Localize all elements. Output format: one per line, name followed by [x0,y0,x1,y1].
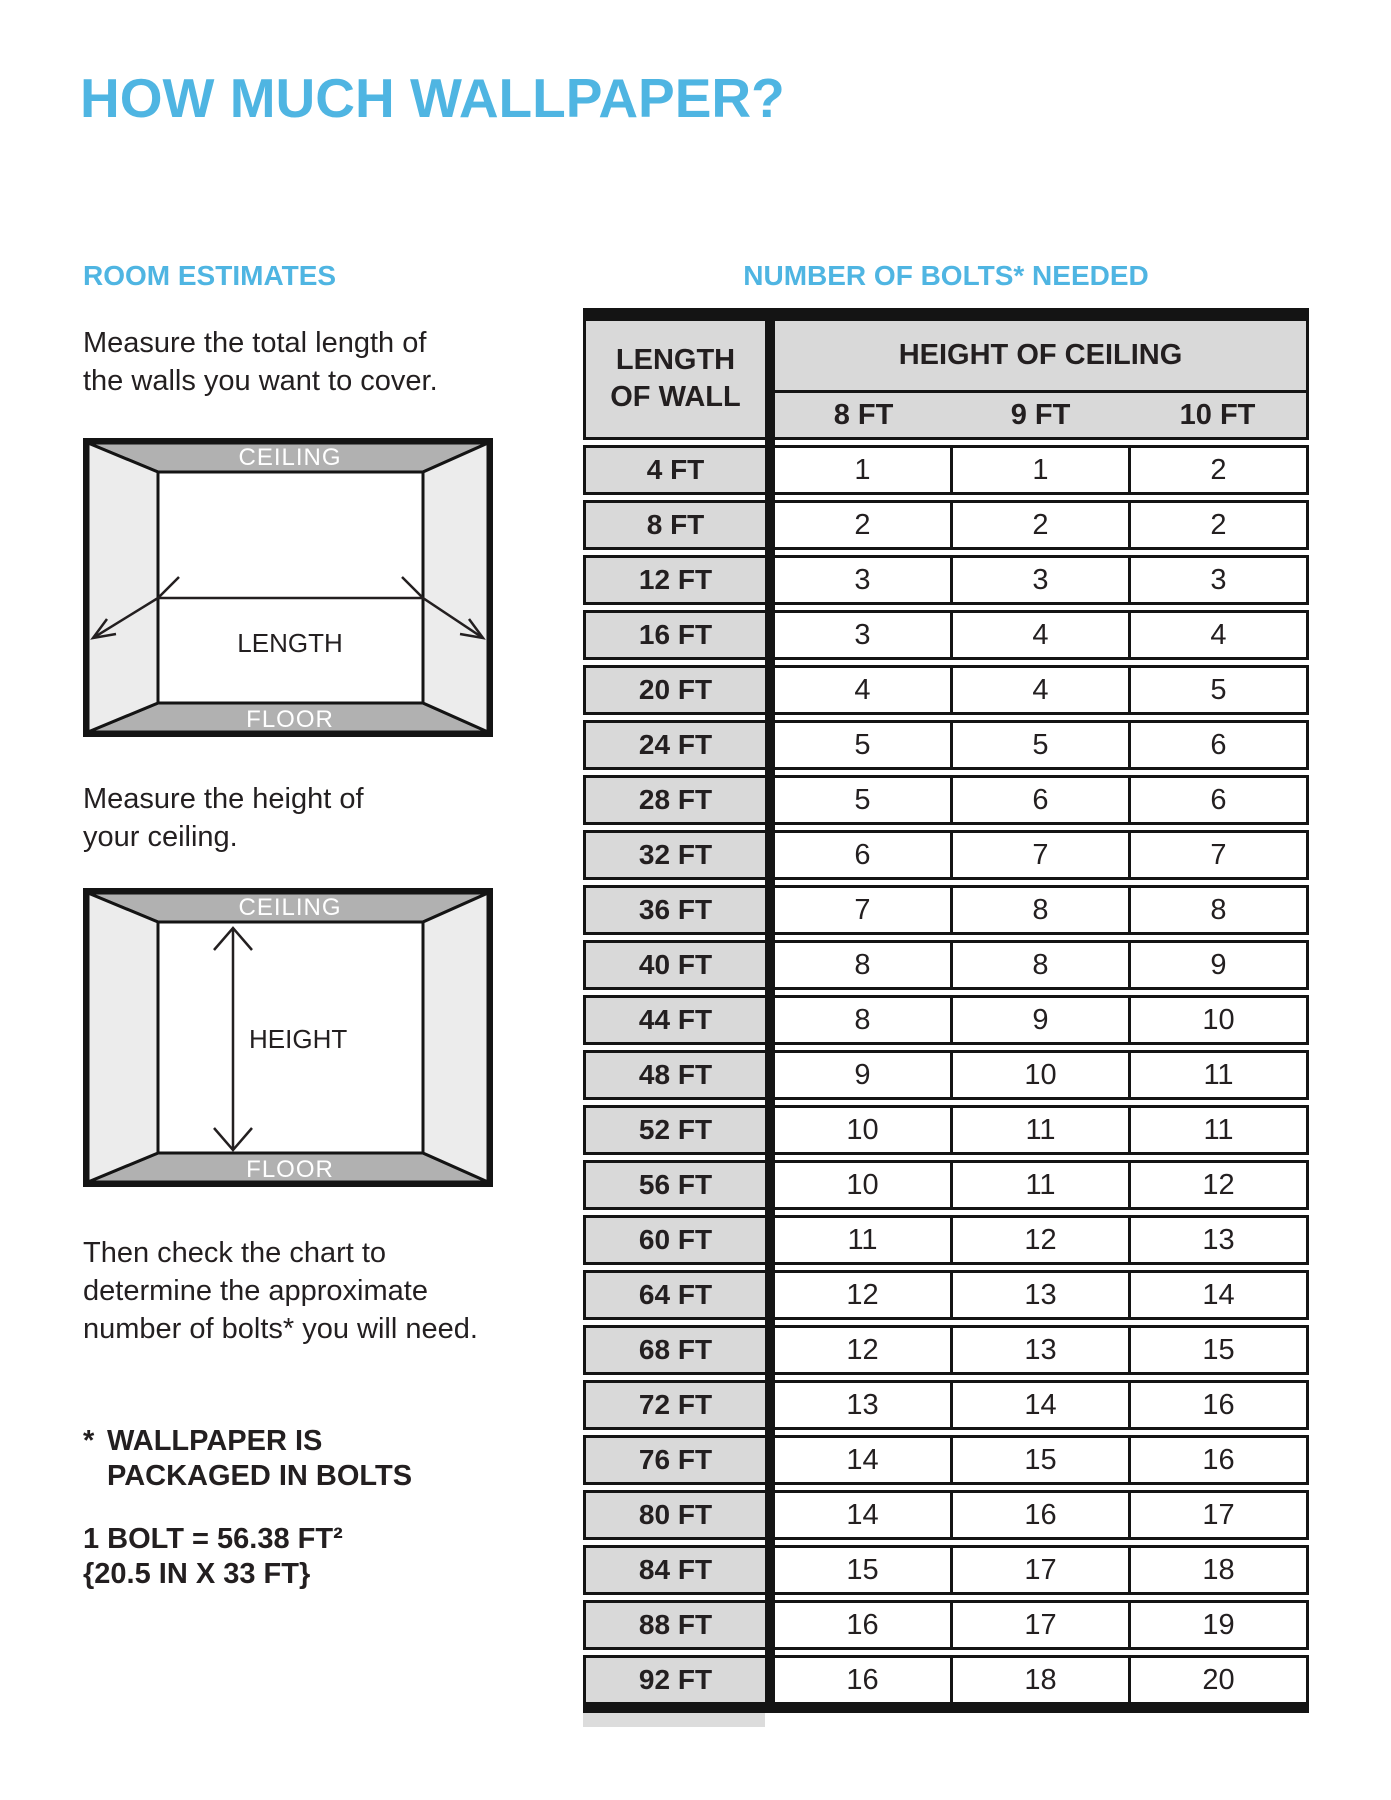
footnote-asterisk: * [83,1425,95,1457]
bolt-count-cell: 9 [1128,943,1306,987]
bolt-count-cell: 4 [854,673,871,706]
length-of-wall-header [583,318,765,440]
table-row [775,1105,1309,1155]
instruction-line: Measure the height of [83,783,364,815]
ceiling-label: CEILING [238,444,342,471]
bolt-count-cell: 11 [950,1163,1128,1207]
row-label: 52 FT [583,1105,765,1155]
bolt-count-cell: 4 [950,613,1128,657]
bolt-count-cell: 13 [950,1328,1128,1372]
bolt-count-cell: 4 [950,668,1128,712]
instruction-line: Then check the chart to [83,1237,387,1269]
back-wall-panel [158,472,423,703]
row-label: 80 FT [583,1490,765,1540]
table-row [775,1655,1309,1705]
ceiling-label: CEILING [238,894,342,921]
row-label: 68 FT [583,1325,765,1375]
instruction-line: Measure the total length of [83,327,427,359]
instruction-line: the walls you want to cover. [83,365,438,397]
row-label: 28 FT [583,775,765,825]
bolt-count-cell: 1 [950,448,1128,492]
bolt-count-cell: 17 [950,1603,1128,1647]
bolt-count-cell: 5 [950,723,1128,767]
ceiling-height-col-header: 9 FT [1010,398,1071,431]
instruction-measure-length [83,324,438,400]
room-height-diagram [83,888,493,1187]
table-bottom-border [583,1705,1309,1713]
bolt-count-cell: 14 [950,1383,1128,1427]
ceiling-height-col-header: 8 FT [833,398,894,431]
floor-label: FLOOR [246,1156,334,1183]
footnote-line: PACKAGED IN BOLTS [107,1460,413,1492]
row-label: 64 FT [583,1270,765,1320]
row-label: 72 FT [583,1380,765,1430]
height-label: HEIGHT [249,1024,348,1054]
bolt-count-cell: 16 [950,1493,1128,1537]
table-row [775,555,1309,605]
wallpaper-bolts-footnote [83,1424,412,1494]
bolt-count-cell: 6 [1128,778,1306,822]
table-row [775,720,1309,770]
bolt-count-cell: 8 [950,943,1128,987]
bolt-count-cell: 14 [846,1498,879,1531]
bolt-count-cell: 8 [854,1003,871,1036]
table-row [775,1050,1309,1100]
bolt-count-cell: 18 [950,1658,1128,1702]
table-row [775,445,1309,495]
bolt-count-cell: 4 [1128,613,1306,657]
height-of-ceiling-label: HEIGHT OF CEILING [775,321,1306,393]
bolt-count-cell: 12 [950,1218,1128,1262]
row-label: 88 FT [583,1600,765,1650]
bolt-count-cell: 3 [1128,558,1306,602]
bolt-count-cell: 10 [846,1113,879,1146]
table-top-border [583,308,1309,318]
bolt-count-cell: 12 [846,1333,879,1366]
right-wall-panel [423,893,488,1182]
bolt-count-cell: 10 [950,1053,1128,1097]
bolt-size-info [83,1522,343,1592]
bolt-count-cell: 6 [1128,723,1306,767]
room-length-diagram [83,438,493,737]
row-label: 16 FT [583,610,765,660]
bolt-count-cell: 7 [854,893,871,926]
bolt-count-cell: 8 [1128,888,1306,932]
instruction-check-chart [83,1234,478,1348]
table-row [775,1490,1309,1540]
table-row [775,1435,1309,1485]
bolt-count-cell: 14 [1128,1273,1306,1317]
bolt-count-cell: 20 [1128,1658,1306,1702]
bolt-count-cell: 16 [1128,1438,1306,1482]
bolt-count-cell: 2 [854,508,871,541]
left-wall-panel [88,443,158,732]
bolt-count-cell: 5 [1128,668,1306,712]
row-label: 36 FT [583,885,765,935]
table-row [775,1160,1309,1210]
bolt-counts-columns [775,318,1309,1705]
bolt-count-cell: 1 [854,453,871,486]
table-row [775,610,1309,660]
bolt-count-cell: 6 [950,778,1128,822]
table-row [775,1545,1309,1595]
table-row [775,775,1309,825]
bolt-count-cell: 12 [1128,1163,1306,1207]
instruction-line: your ceiling. [83,821,238,853]
ceiling-height-subheaders [775,393,1306,437]
row-label: 76 FT [583,1435,765,1485]
bolts-needed-heading: NUMBER OF BOLTS* NEEDED [743,260,1149,291]
length-label: LENGTH [237,628,343,658]
bolt-count-cell: 7 [1128,833,1306,877]
bolt-count-cell: 5 [854,728,871,761]
bolt-count-cell: 13 [950,1273,1128,1317]
bolt-count-cell: 5 [854,783,871,816]
page-title: HOW MUCH WALLPAPER? [80,67,785,129]
bolt-count-cell: 2 [950,503,1128,547]
instruction-line: number of bolts* you will need. [83,1313,478,1345]
row-label: 56 FT [583,1160,765,1210]
bolt-count-cell: 13 [1128,1218,1306,1262]
bolt-count-cell: 15 [1128,1328,1306,1372]
bolt-count-cell: 10 [1128,998,1306,1042]
bolt-count-cell: 15 [846,1553,879,1586]
table-row [775,995,1309,1045]
bolt-count-cell: 6 [854,838,871,871]
row-label: 92 FT [583,1655,765,1705]
table-row [775,1600,1309,1650]
bolt-count-cell: 7 [950,833,1128,877]
ceiling-height-col-header: 10 FT [1179,398,1256,431]
table-column-divider [765,308,775,1713]
row-label: 24 FT [583,720,765,770]
bolt-count-cell: 9 [950,998,1128,1042]
bolt-count-cell: 11 [1128,1108,1306,1152]
bolt-count-cell: 10 [846,1168,879,1201]
instruction-measure-height [83,780,364,856]
bolt-count-cell: 17 [950,1548,1128,1592]
bolt-count-cell: 18 [1128,1548,1306,1592]
bolt-equivalence: 1 BOLT = 56.38 FT² [83,1523,343,1555]
table-row [775,830,1309,880]
table-row [775,940,1309,990]
wall-length-column [583,318,765,1705]
bolt-count-cell: 15 [950,1438,1128,1482]
table-row [775,1215,1309,1265]
bolt-count-cell: 3 [854,618,871,651]
floor-label: FLOOR [246,706,334,733]
row-label: 48 FT [583,1050,765,1100]
bolt-count-cell: 13 [846,1388,879,1421]
length-of-wall-line2: OF WALL [610,381,741,413]
bolt-count-cell: 3 [854,563,871,596]
row-label: 60 FT [583,1215,765,1265]
table-shadow-strip [583,1713,765,1727]
bolt-count-cell: 16 [1128,1383,1306,1427]
right-wall-panel [423,443,488,732]
bolt-count-cell: 16 [846,1663,879,1696]
bolt-count-cell: 3 [950,558,1128,602]
row-label: 84 FT [583,1545,765,1595]
footnote-line: WALLPAPER IS [107,1425,323,1457]
bolt-count-cell: 9 [854,1058,871,1091]
table-row [775,1380,1309,1430]
left-wall-panel [88,893,158,1182]
length-of-wall-line1: LENGTH [615,344,736,376]
bolt-count-cell: 14 [846,1443,879,1476]
table-row [775,500,1309,550]
bolt-count-cell: 16 [846,1608,879,1641]
bolt-count-cell: 8 [950,888,1128,932]
bolt-count-cell: 11 [847,1223,878,1256]
instruction-line: determine the approximate [83,1275,428,1307]
row-label: 32 FT [583,830,765,880]
table-row [775,1270,1309,1320]
bolt-count-cell: 11 [950,1108,1128,1152]
bolt-count-cell: 12 [846,1278,879,1311]
bolt-count-cell: 11 [1128,1053,1306,1097]
table-row [775,885,1309,935]
row-label: 8 FT [583,500,765,550]
row-label: 20 FT [583,665,765,715]
room-estimates-heading: ROOM ESTIMATES [83,260,337,291]
table-row [775,665,1309,715]
row-label: 12 FT [583,555,765,605]
bolt-count-cell: 19 [1128,1603,1306,1647]
row-label: 44 FT [583,995,765,1045]
bolts-table [583,308,1309,1713]
bolt-count-cell: 2 [1128,503,1306,547]
row-label: 4 FT [583,445,765,495]
bolt-count-cell: 8 [854,948,871,981]
table-row [775,1325,1309,1375]
height-of-ceiling-header [775,318,1309,440]
row-label: 40 FT [583,940,765,990]
bolt-count-cell: 2 [1128,448,1306,492]
bolt-dimensions: {20.5 IN X 33 FT} [83,1558,311,1590]
bolt-count-cell: 17 [1128,1493,1306,1537]
